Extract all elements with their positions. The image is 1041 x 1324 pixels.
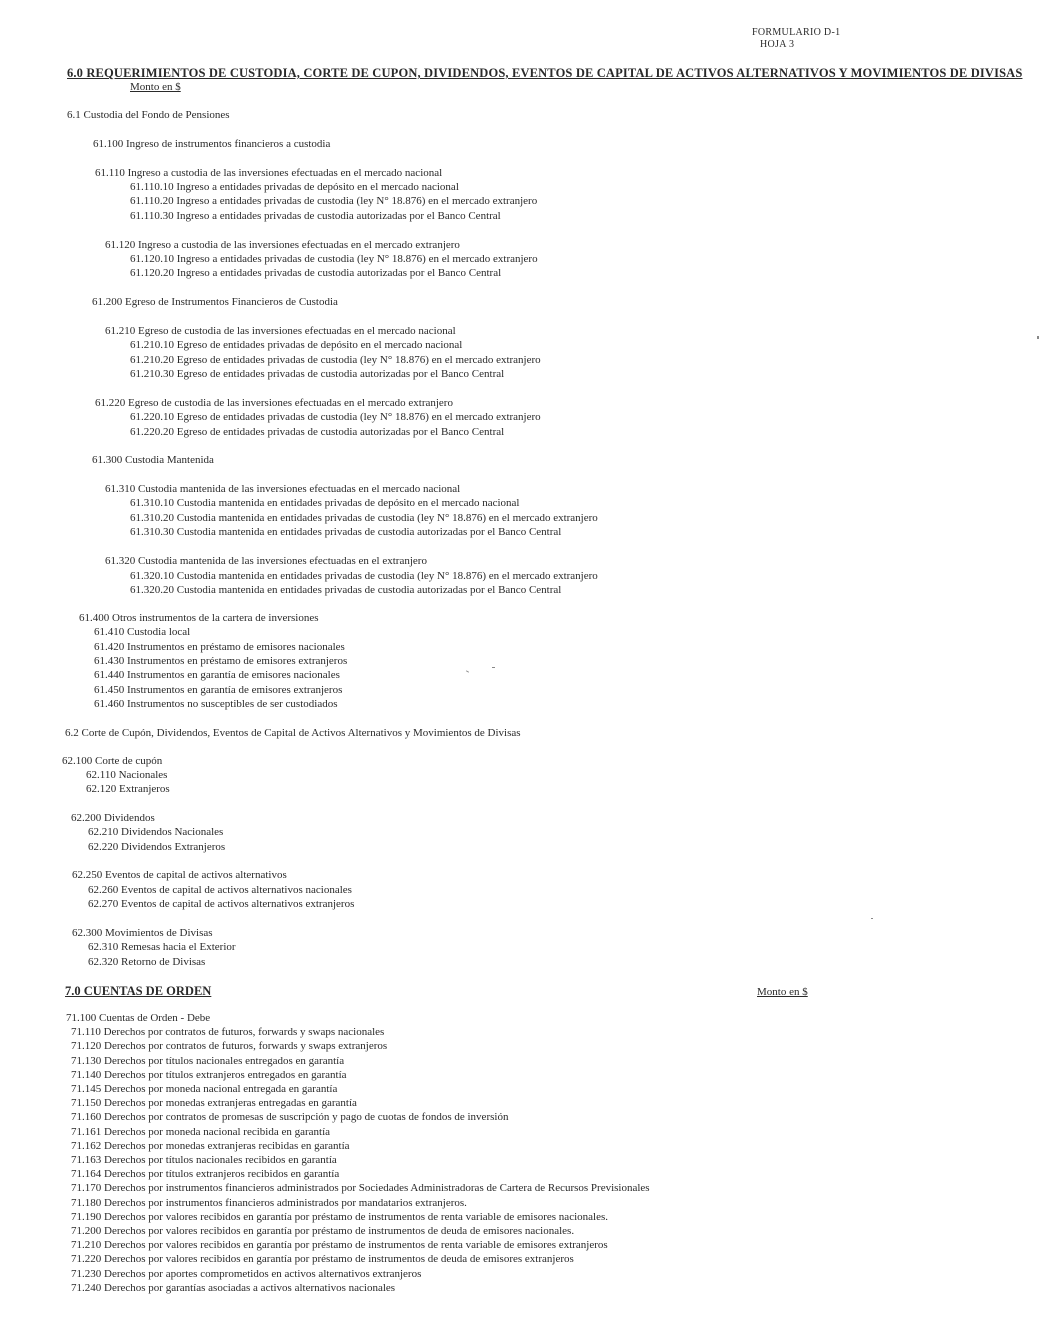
list-item: 61.400 Otros instrumentos de la cartera de inversiones <box>79 612 319 624</box>
list-item: 61.310.30 Custodia mantenida en entidades privadas de custodia autorizadas por el Banco Central <box>130 526 562 538</box>
list-item: 71.160 Derechos por contratos de promesas de suscripción y pago de cuotas de fondos de inversión <box>71 1111 509 1124</box>
list-item: 61.220.10 Egreso de entidades privadas de custodia (ley N° 18.876) en el mercado extranjero <box>130 411 541 423</box>
section-6-title: 6.0 REQUERIMIENTOS DE CUSTODIA, CORTE DE CUPON, DIVIDENDOS, EVENTOS DE CAPITAL DE ACTIVOS ALTERNATIVOS Y MOVIMIENTOS DE DIVISAS <box>67 66 1023 80</box>
list-item: 71.100 Cuentas de Orden - Debe <box>66 1012 211 1024</box>
list-item: 61.440 Instrumentos en garantía de emisores nacionales <box>94 669 340 681</box>
form-id: FORMULARIO D-1 <box>752 27 841 38</box>
list-item: 61.220.20 Egreso de entidades privadas de custodia autorizadas por el Banco Central <box>130 426 505 438</box>
list-item: 61.430 Instrumentos en préstamo de emisores extranjeros <box>94 655 348 667</box>
list-item: 71.140 Derechos por títulos extranjeros entregados en garantía <box>71 1068 347 1081</box>
list-item: 61.310 Custodia mantenida de las inversiones efectuadas en el mercado nacional <box>105 483 461 495</box>
list-item: 61.320 Custodia mantenida de las inversiones efectuadas en el extranjero <box>105 555 427 567</box>
list-item: 61.320.10 Custodia mantenida en entidades privadas de custodia (ley N° 18.876) en el mercado extranjero <box>130 570 598 582</box>
list-item: 62.100 Corte de cupón <box>62 755 163 767</box>
list-item: 61.110.10 Ingreso a entidades privadas de depósito en el mercado nacional <box>130 181 459 193</box>
list-item: 71.130 Derechos por títulos nacionales entregados en garantía <box>71 1054 345 1067</box>
list-item: 61.300 Custodia Mantenida <box>92 454 214 466</box>
list-item: 71.161 Derechos por moneda nacional recibida en garantía <box>71 1125 331 1138</box>
list-item: 62.200 Dividendos <box>71 812 155 824</box>
list-item: 62.310 Remesas hacia el Exterior <box>88 941 236 953</box>
amount-column-header-7: Monto en $ <box>757 986 808 998</box>
scan-speck <box>492 667 495 668</box>
list-item: 61.120 Ingreso a custodia de las inversiones efectuadas en el mercado extranjero <box>105 239 460 251</box>
list-item: 71.200 Derechos por valores recibidos en garantía por préstamo de instrumentos de deuda de emisores nacionales. <box>71 1225 575 1237</box>
list-item: 71.120 Derechos por contratos de futuros, forwards y swaps extranjeros <box>71 1040 388 1053</box>
list-item: 6.1 Custodia del Fondo de Pensiones <box>67 109 230 121</box>
list-item: 71.145 Derechos por moneda nacional entregada en garantía <box>71 1083 338 1095</box>
list-item: 71.190 Derechos por valores recibidos en garantía por préstamo de instrumentos de renta variable de emisores nacionales. <box>71 1210 608 1223</box>
list-item: 61.120.20 Ingreso a entidades privadas de custodia autorizadas por el Banco Central <box>130 267 502 279</box>
list-item: 62.220 Dividendos Extranjeros <box>88 841 226 853</box>
list-item: 61.210 Egreso de custodia de las inversiones efectuadas en el mercado nacional <box>105 325 456 337</box>
list-item: 61.320.20 Custodia mantenida en entidades privadas de custodia autorizadas por el Banco Central <box>130 584 562 596</box>
list-item: 62.300 Movimientos de Divisas <box>72 927 213 939</box>
sheet-number: HOJA 3 <box>760 39 795 50</box>
list-item: 61.420 Instrumentos en préstamo de emisores nacionales <box>94 641 345 653</box>
list-item: 61.200 Egreso de Instrumentos Financieros de Custodia <box>92 296 338 308</box>
list-item: 71.164 Derechos por títulos extranjeros recibidos en garantía <box>71 1168 340 1181</box>
list-item: 61.210.10 Egreso de entidades privadas de depósito en el mercado nacional <box>130 339 463 351</box>
list-item: 61.450 Instrumentos en garantía de emisores extranjeros <box>94 684 343 696</box>
scan-speck <box>466 670 469 672</box>
list-item: 62.320 Retorno de Divisas <box>88 956 206 968</box>
scan-speck <box>871 918 873 919</box>
list-item: 71.170 Derechos por instrumentos financieros administrados por Sociedades Administradoras de Cartera de Recursos Previsionales <box>71 1182 650 1195</box>
list-item: 61.110.20 Ingreso a entidades privadas de custodia (ley N° 18.876) en el mercado extranjero <box>130 195 538 207</box>
list-item: 62.110 Nacionales <box>86 769 168 781</box>
list-item: 71.210 Derechos por valores recibidos en garantía por préstamo de instrumentos de renta variable de emisores extranjeros <box>71 1239 608 1252</box>
list-item: 62.250 Eventos de capital de activos alternativos <box>72 869 287 881</box>
list-item: 6.2 Corte de Cupón, Dividendos, Eventos de Capital de Activos Alternativos y Movimientos de Divisas <box>65 727 521 739</box>
section-7-title: 7.0 CUENTAS DE ORDEN <box>65 984 212 998</box>
list-item: 61.100 Ingreso de instrumentos financieros a custodia <box>93 138 331 150</box>
list-item: 62.270 Eventos de capital de activos alternativos extranjeros <box>88 898 355 910</box>
list-item: 61.310.10 Custodia mantenida en entidades privadas de depósito en el mercado nacional <box>130 497 520 509</box>
list-item: 61.210.20 Egreso de entidades privadas de custodia (ley N° 18.876) en el mercado extranjero <box>130 354 541 366</box>
list-item: 71.110 Derechos por contratos de futuros, forwards y swaps nacionales <box>71 1026 385 1039</box>
list-item: 62.210 Dividendos Nacionales <box>88 826 224 838</box>
list-item: 61.220 Egreso de custodia de las inversiones efectuadas en el mercado extranjero <box>95 397 453 409</box>
list-item: 71.162 Derechos por monedas extranjeras recibidas en garantía <box>71 1139 350 1152</box>
list-item: 71.230 Derechos por aportes comprometidos en activos alternativos extranjeros <box>71 1267 422 1280</box>
list-item: 61.110 Ingreso a custodia de las inversiones efectuadas en el mercado nacional <box>95 167 443 179</box>
list-item: 61.110.30 Ingreso a entidades privadas de custodia autorizadas por el Banco Central <box>130 210 501 222</box>
list-item: 71.220 Derechos por valores recibidos en garantía por préstamo de instrumentos de deuda de emisores extranjeros <box>71 1253 574 1266</box>
list-item: 61.310.20 Custodia mantenida en entidades privadas de custodia (ley N° 18.876) en el mercado extranjero <box>130 512 598 524</box>
amount-column-header: Monto en $ <box>130 81 181 93</box>
list-item: 71.163 Derechos por títulos nacionales recibidos en garantía <box>71 1154 337 1166</box>
scan-speck <box>1037 336 1039 339</box>
form-header <box>752 27 840 51</box>
list-item: 71.150 Derechos por monedas extranjeras entregadas en garantía <box>71 1097 357 1110</box>
list-item: 61.460 Instrumentos no susceptibles de ser custodiados <box>94 698 338 710</box>
list-item: 71.180 Derechos por instrumentos financieros administrados por mandatarios extranjeros. <box>71 1196 467 1209</box>
list-item: 71.240 Derechos por garantías asociadas a activos alternativos nacionales <box>71 1281 396 1294</box>
list-item: 62.120 Extranjeros <box>86 783 170 795</box>
list-item: 61.410 Custodia local <box>94 626 191 638</box>
list-item: 61.120.10 Ingreso a entidades privadas de custodia (ley N° 18.876) en el mercado extranjero <box>130 253 538 265</box>
list-item: 62.260 Eventos de capital de activos alternativos nacionales <box>88 884 352 896</box>
list-item: 61.210.30 Egreso de entidades privadas de custodia autorizadas por el Banco Central <box>130 368 505 380</box>
